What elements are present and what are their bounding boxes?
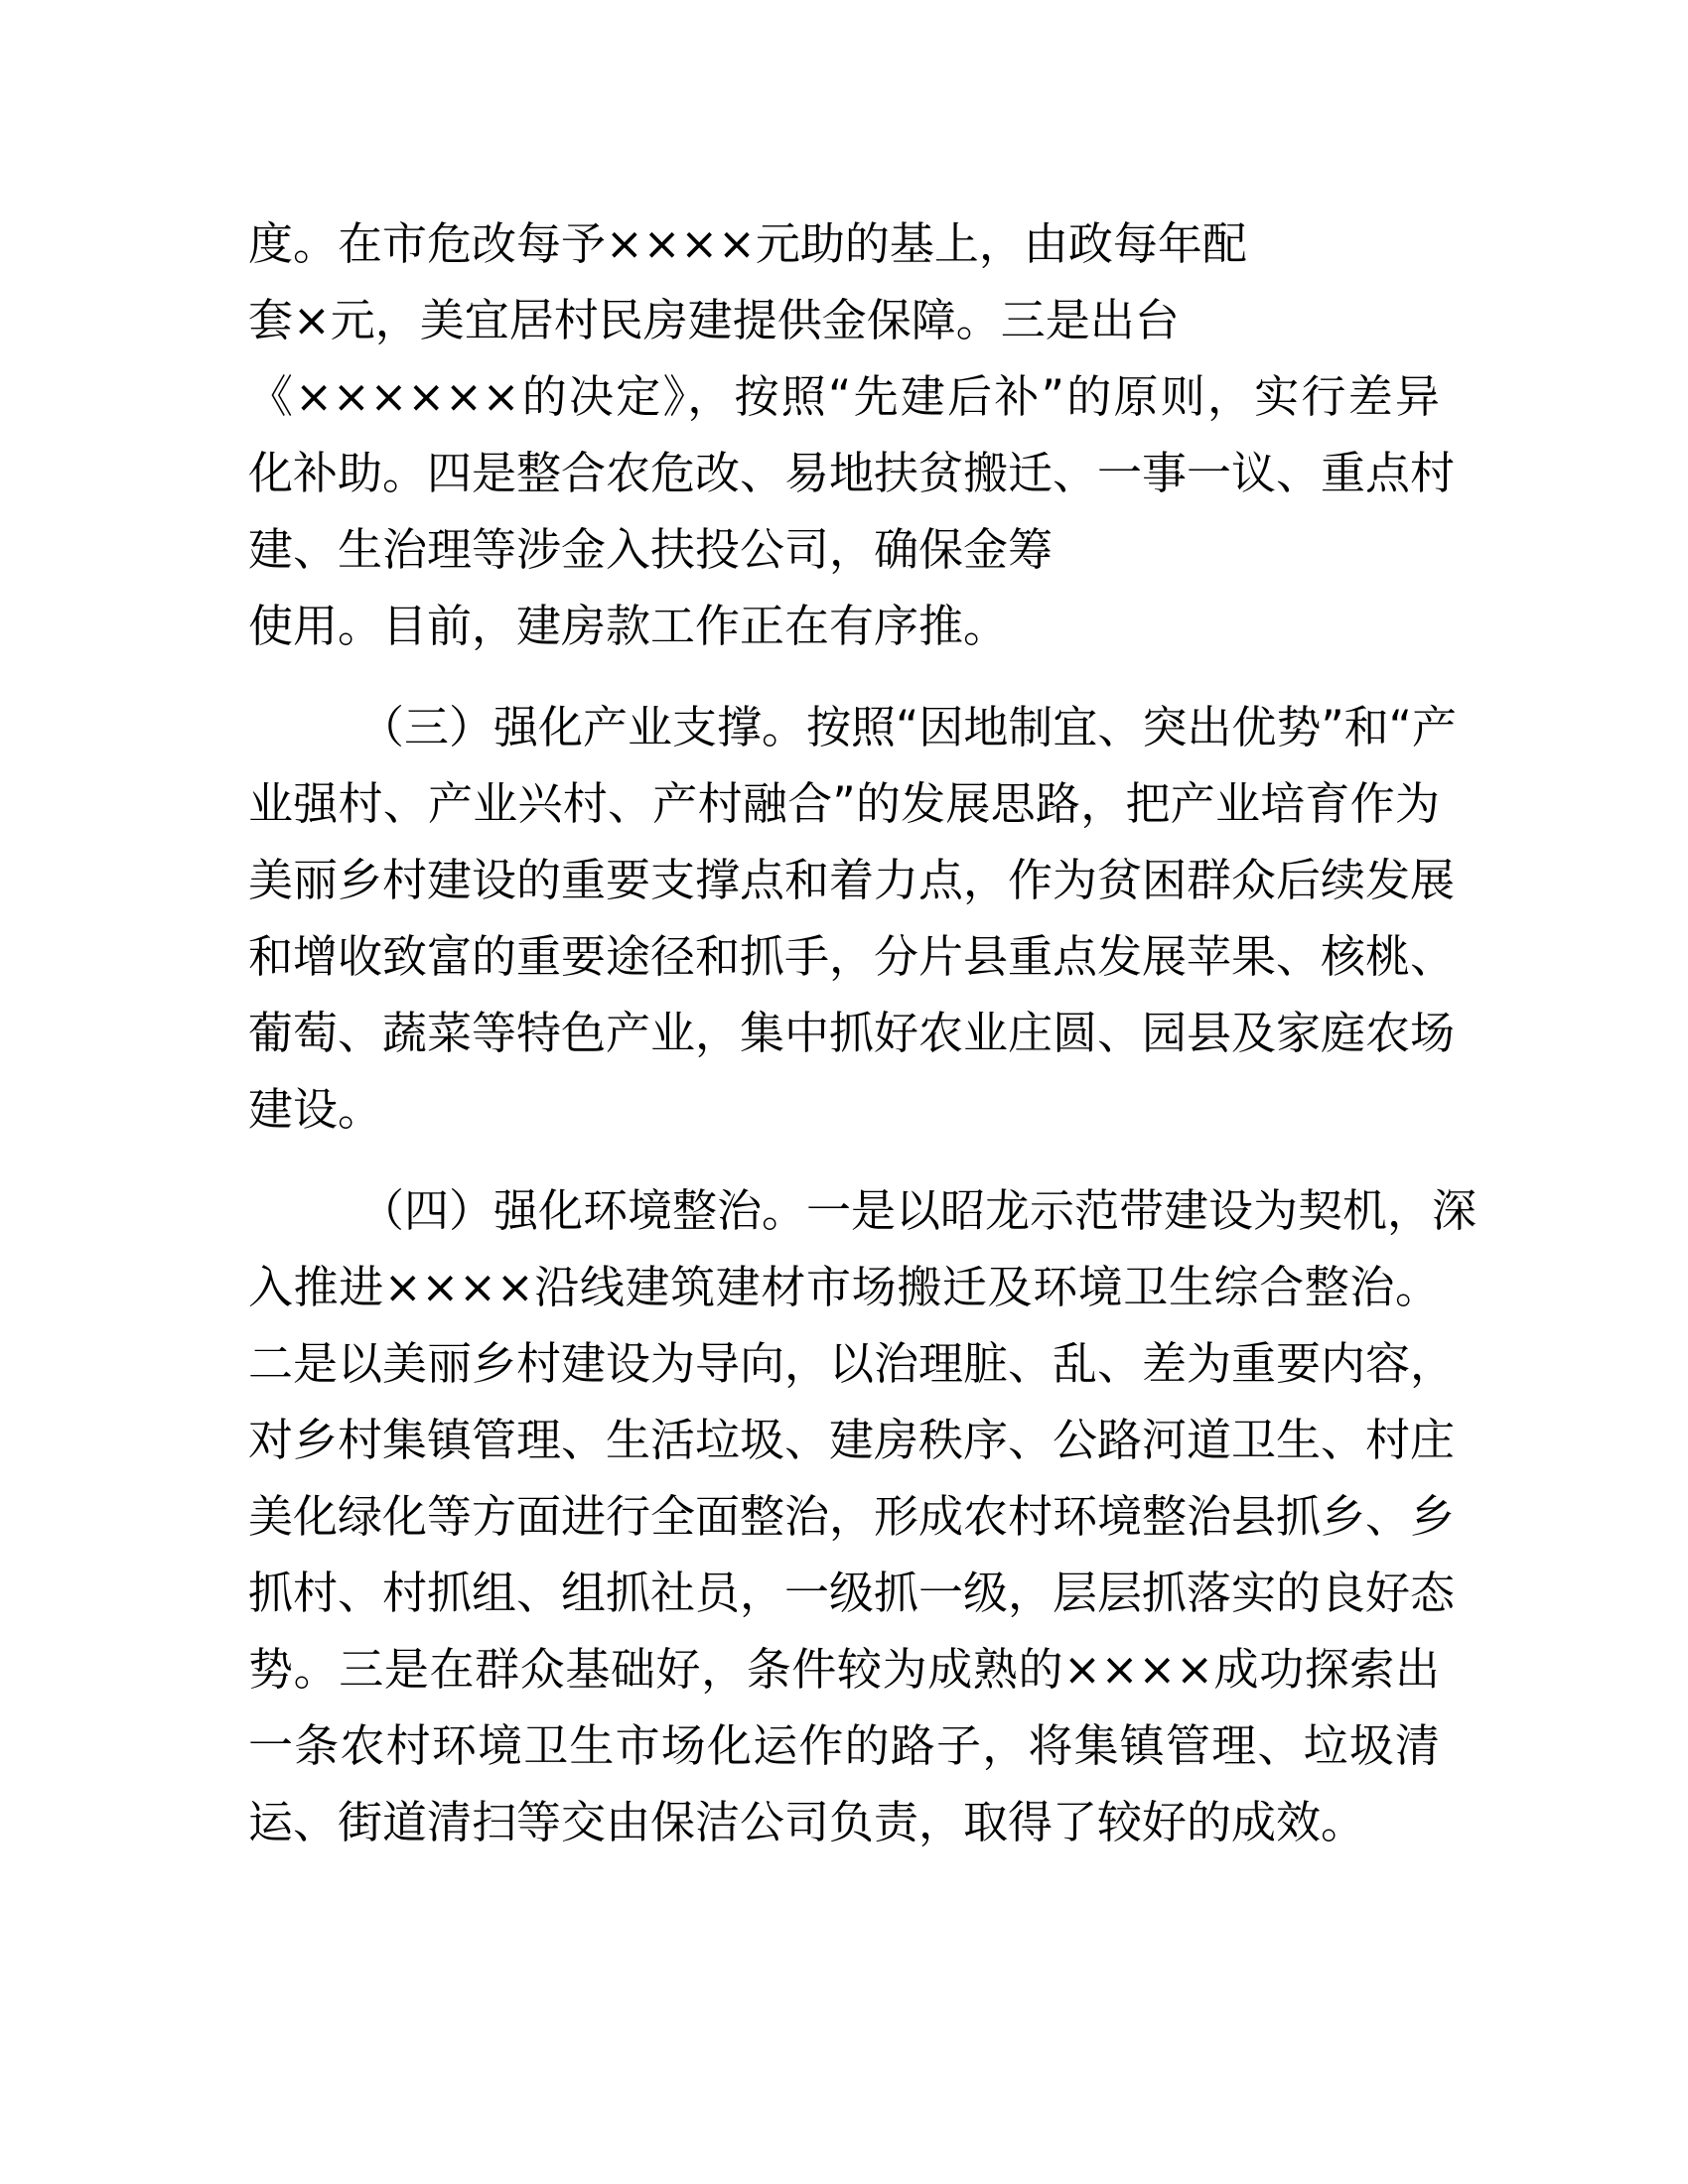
paragraph-line: 使用。目前，建房款工作正在有序推。	[248, 600, 1009, 652]
paragraph-line: 二是以美丽乡村建设为导向，以治理脏、乱、差为重要内容，	[248, 1337, 1456, 1390]
paragraph-line: 运、街道清扫等交由保洁公司负责，取得了较好的成效。	[248, 1796, 1366, 1848]
paragraph-line: 美丽乡村建设的重要支撑点和着力点，作为贫困群众后续发展	[248, 854, 1456, 906]
paragraph-line: （四）强化环境整治。一是以昭龙示范带建设为契机，深	[359, 1184, 1477, 1237]
paragraph-line: 抓村、村抓组、组抓社员，一级抓一级，层层抓落实的良好态	[248, 1567, 1456, 1619]
paragraph-line: 化补助。四是整合农危改、易地扶贫搬迁、一事一议、重点村	[248, 447, 1456, 499]
paragraph-line: 业强村、产业兴村、产村融合”的发展思路，把产业培育作为	[248, 777, 1440, 830]
paragraph-line: 度。在市危改每予××××元助的基上，由政每年配	[248, 217, 1247, 270]
paragraph-line: 势。三是在群众基础好，条件较为成熟的××××成功探索出	[248, 1643, 1440, 1696]
paragraph-line: 套×元，美宜居村民房建提供金保障。三是出台	[248, 294, 1180, 346]
paragraph-line: 建、生治理等涉金入扶投公司，确保金筹	[248, 523, 1054, 576]
paragraph-line: 入推进××××沿线建筑建材市场搬迁及环境卫生综合整治。	[248, 1261, 1440, 1313]
paragraph-line: 葡萄、蔬菜等特色产业，集中抓好农业庄圆、园县及家庭农场	[248, 1007, 1456, 1059]
paragraph-line: 美化绿化等方面进行全面整治，形成农村环境整治县抓乡、乡	[248, 1490, 1456, 1543]
paragraph-line: 《××××××的决定》，按照“先建后补”的原则，实行差异	[248, 370, 1440, 423]
paragraph-line: 对乡村集镇管理、生活垃圾、建房秩序、公路河道卫生、村庄	[248, 1414, 1456, 1466]
paragraph-line: （三）强化产业支撑。按照“因地制宜、突出优势”和“产	[359, 701, 1457, 753]
paragraph-line: 建设。	[248, 1083, 383, 1136]
paragraph-line: 一条农村环境卫生市场化运作的路子，将集镇管理、垃圾清	[248, 1719, 1440, 1772]
paragraph-line: 和增收致富的重要途径和抓手，分片县重点发展苹果、核桃、	[248, 930, 1456, 983]
